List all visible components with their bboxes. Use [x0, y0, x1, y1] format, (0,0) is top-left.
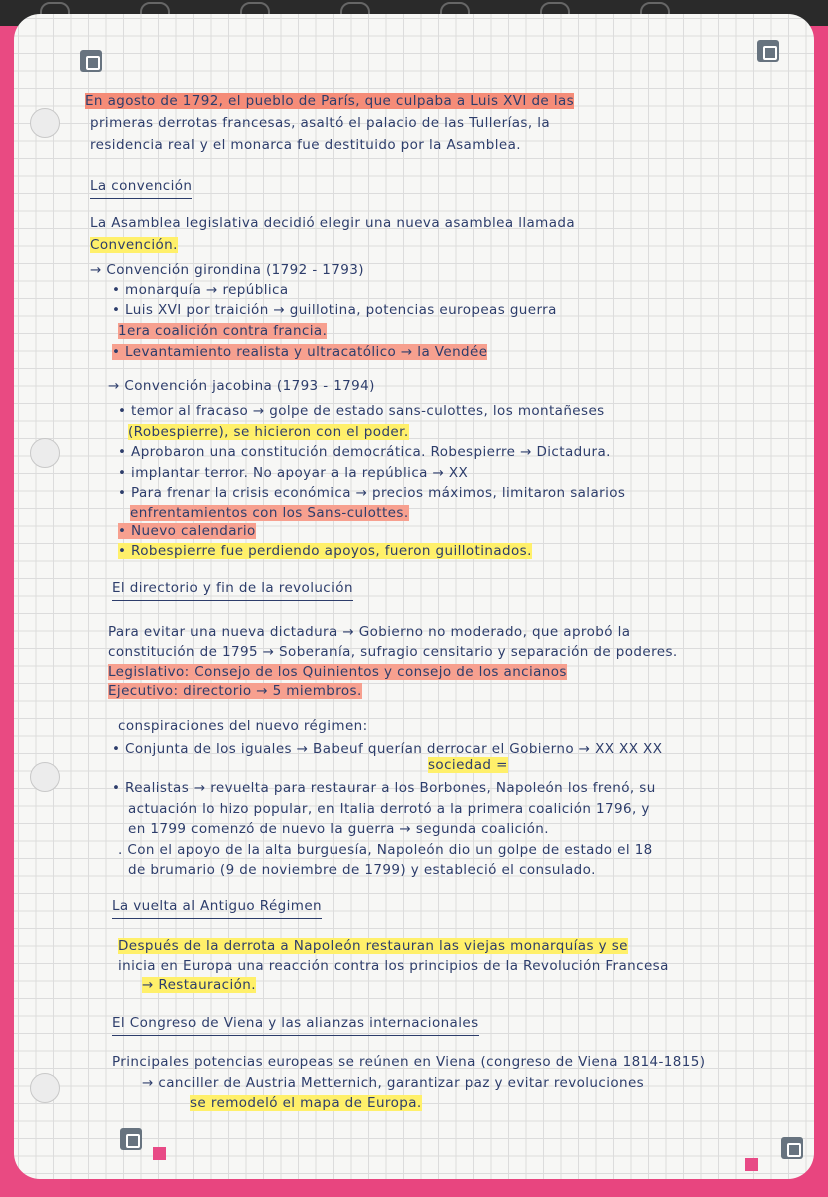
- note-line: en 1799 comenzó de nuevo la guerra → segunda coalición.: [128, 821, 549, 837]
- note-line: actuación lo hizo popular, en Italia derrotó a la primera coalición 1796, y: [128, 801, 650, 817]
- note-line: 1era coalición contra francia.: [118, 323, 328, 339]
- note-line: Legislativo: Consejo de los Quinientos y consejo de los ancianos: [108, 664, 567, 680]
- note-line: → Convención jacobina (1793 - 1794): [108, 378, 375, 394]
- note-line: primeras derrotas francesas, asaltó el palacio de las Tullerías, la: [90, 115, 551, 131]
- note-line: • Levantamiento realista y ultracatólico → la Vendée: [112, 344, 488, 360]
- note-line: enfrentamientos con los Sans-culottes.: [130, 505, 409, 521]
- note-line: • Aprobaron una constitución democrática. Robespierre → Dictadura.: [118, 444, 611, 460]
- note-line: • Realistas → revuelta para restaurar a los Borbones, Napoleón los frenó, su: [112, 780, 656, 796]
- note-line: • monarquía → república: [112, 282, 289, 298]
- note-line: Convención.: [90, 237, 178, 253]
- note-line: inicia en Europa una reacción contra los principios de la Revolución Francesa: [118, 958, 669, 974]
- note-line: constitución de 1795 → Soberanía, sufragio censitario y separación de poderes.: [108, 644, 678, 660]
- section-heading: El directorio y fin de la revolución: [112, 580, 353, 601]
- note-line: conspiraciones del nuevo régimen:: [118, 718, 368, 734]
- note-line: Para evitar una nueva dictadura → Gobierno no moderado, que aprobó la: [108, 624, 631, 640]
- note-line: de brumario (9 de noviembre de 1799) y estableció el consulado.: [128, 862, 596, 878]
- section-heading: El Congreso de Viena y las alianzas internacionales: [112, 1015, 479, 1036]
- section-heading: La convención: [90, 178, 192, 199]
- note-line: • Luis XVI por traición → guillotina, potencias europeas guerra: [112, 302, 557, 318]
- note-line: sociedad =: [428, 757, 508, 773]
- note-line: La Asamblea legislativa decidió elegir una nueva asamblea llamada: [90, 215, 576, 231]
- note-line: Ejecutivo: directorio → 5 miembros.: [108, 683, 362, 699]
- note-line: Después de la derrota a Napoleón restauran las viejas monarquías y se: [118, 938, 628, 954]
- note-line: (Robespierre), se hicieron con el poder.: [128, 424, 409, 440]
- note-line: → Restauración.: [142, 977, 256, 993]
- section-heading: La vuelta al Antiguo Régimen: [112, 898, 322, 919]
- note-line: Principales potencias europeas se reúnen en Viena (congreso de Viena 1814-1815): [112, 1054, 706, 1070]
- note-line: • implantar terror. No apoyar a la república → XX: [118, 465, 469, 481]
- note-line: residencia real y el monarca fue destituido por la Asamblea.: [90, 137, 521, 153]
- note-line: . Con el apoyo de la alta burguesía, Napoleón dio un golpe de estado el 18: [118, 842, 653, 858]
- note-line: • Para frenar la crisis económica → precios máximos, limitaron salarios: [118, 485, 626, 501]
- note-line: • Robespierre fue perdiendo apoyos, fueron guillotinados.: [118, 543, 532, 559]
- note-line: • Nuevo calendario: [118, 523, 256, 539]
- note-line: se remodeló el mapa de Europa.: [190, 1095, 422, 1111]
- note-line: En agosto de 1792, el pueblo de París, que culpaba a Luis XVI de las: [85, 93, 575, 109]
- note-line: • temor al fracaso → golpe de estado sans-culottes, los montañeses: [118, 403, 605, 419]
- note-line: • Conjunta de los iguales → Babeuf querían derrocar el Gobierno → XX XX XX: [112, 741, 663, 757]
- note-line: → canciller de Austria Metternich, garantizar paz y evitar revoluciones: [142, 1075, 645, 1091]
- note-line: → Convención girondina (1792 - 1793): [90, 262, 364, 278]
